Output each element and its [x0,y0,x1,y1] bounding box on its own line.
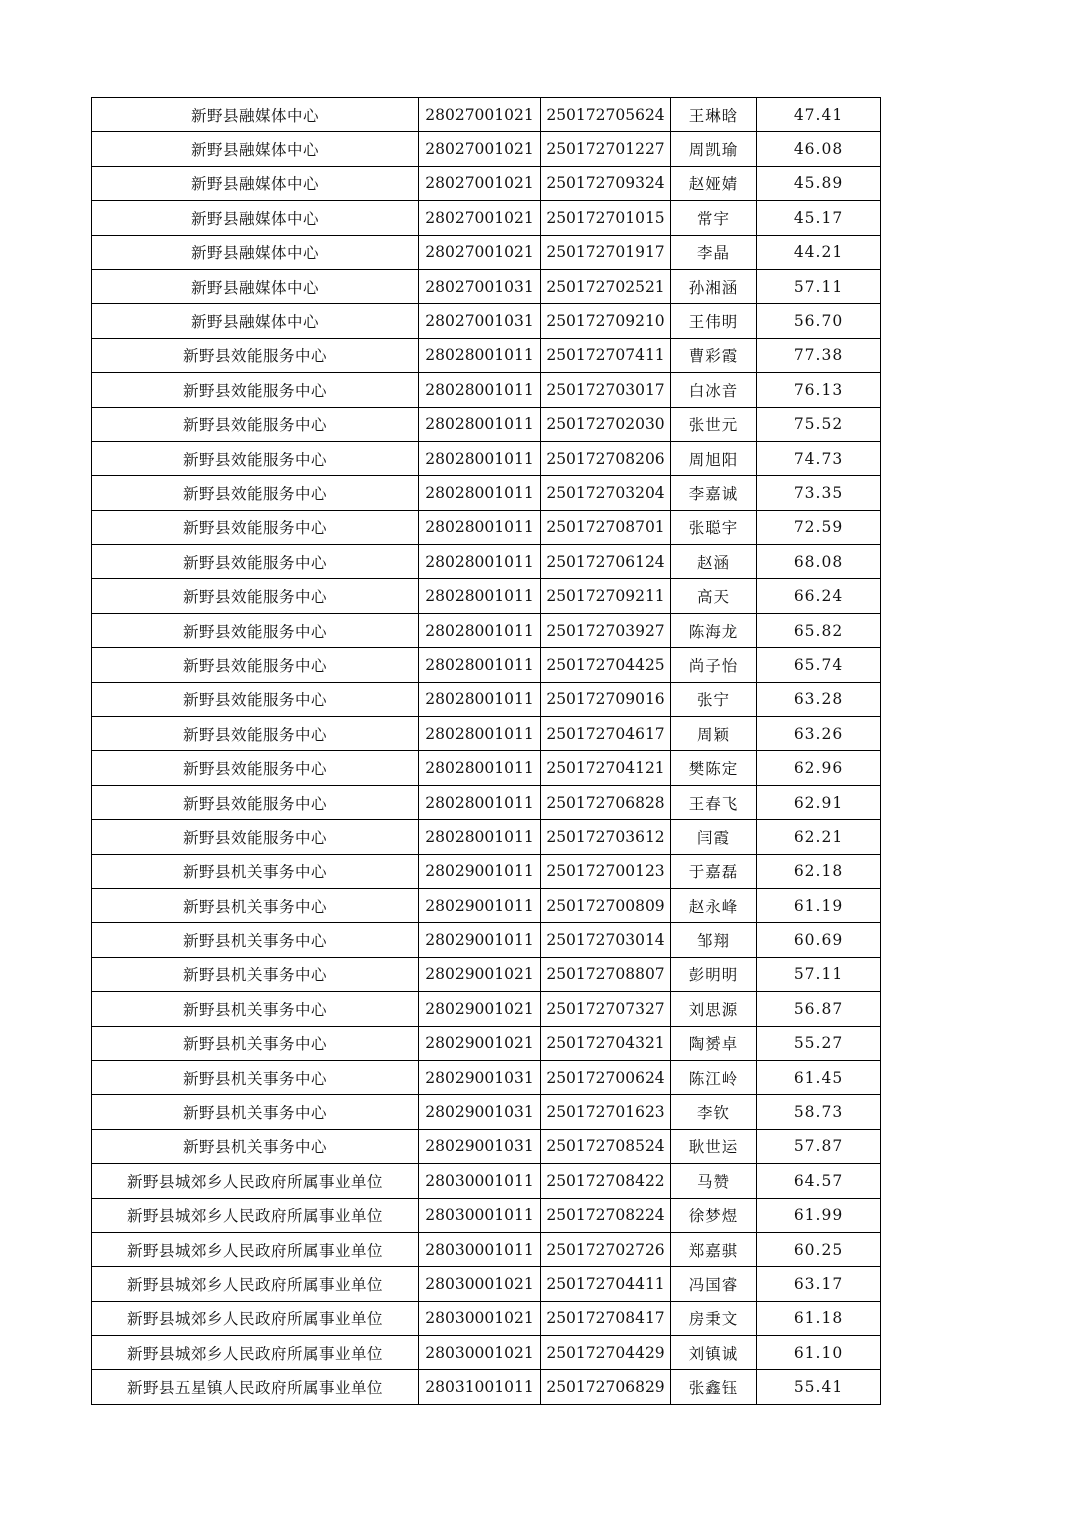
table-row [92,682,881,716]
position-code-cell: 28028001011 [419,545,541,579]
table-row [92,545,881,579]
position-code-cell: 28028001011 [419,820,541,854]
unit-name-cell: 新野县机关事务中心 [92,992,419,1026]
table-row [92,751,881,785]
position-code-cell: 28028001011 [419,717,541,751]
score-cell: 47.41 [757,98,881,132]
ticket-number-cell: 250172708701 [541,510,671,544]
position-code-cell: 28030001021 [419,1336,541,1370]
score-cell: 68.08 [757,545,881,579]
candidate-name-cell: 陶赟卓 [671,1026,757,1060]
candidate-name-cell: 孙湘涵 [671,269,757,303]
candidate-name-cell: 张世元 [671,407,757,441]
table-row [92,1026,881,1060]
position-code-cell: 28028001011 [419,373,541,407]
candidate-name-cell: 房秉文 [671,1301,757,1335]
table-row [92,201,881,235]
candidate-name-cell: 冯国睿 [671,1267,757,1301]
score-cell: 45.17 [757,201,881,235]
ticket-number-cell: 250172704617 [541,717,671,751]
score-cell: 66.24 [757,579,881,613]
unit-name-cell: 新野县效能服务中心 [92,476,419,510]
candidate-name-cell: 赵永峰 [671,888,757,922]
unit-name-cell: 新野县城郊乡人民政府所属事业单位 [92,1301,419,1335]
position-code-cell: 28030001011 [419,1164,541,1198]
candidate-name-cell: 曹彩霞 [671,338,757,372]
position-code-cell: 28030001021 [419,1267,541,1301]
position-code-cell: 28028001011 [419,682,541,716]
ticket-number-cell: 250172708807 [541,957,671,991]
ticket-number-cell: 250172709016 [541,682,671,716]
ticket-number-cell: 250172703204 [541,476,671,510]
table-row [92,613,881,647]
score-cell: 58.73 [757,1095,881,1129]
ticket-number-cell: 250172700809 [541,888,671,922]
position-code-cell: 28028001011 [419,407,541,441]
candidate-name-cell: 李钦 [671,1095,757,1129]
table-row [92,373,881,407]
ticket-number-cell: 250172708206 [541,441,671,475]
position-code-cell: 28028001011 [419,648,541,682]
position-code-cell: 28028001011 [419,751,541,785]
position-code-cell: 28027001021 [419,201,541,235]
candidate-name-cell: 赵娅婧 [671,166,757,200]
unit-name-cell: 新野县城郊乡人民政府所属事业单位 [92,1164,419,1198]
position-code-cell: 28027001021 [419,235,541,269]
position-code-cell: 28029001011 [419,854,541,888]
score-cell: 74.73 [757,441,881,475]
table-row [92,1129,881,1163]
candidate-name-cell: 刘镇诚 [671,1336,757,1370]
ticket-number-cell: 250172704321 [541,1026,671,1060]
score-cell: 61.10 [757,1336,881,1370]
position-code-cell: 28029001031 [419,1095,541,1129]
ticket-number-cell: 250172706828 [541,785,671,819]
ticket-number-cell: 250172700624 [541,1060,671,1094]
table-row [92,441,881,475]
score-cell: 65.74 [757,648,881,682]
ticket-number-cell: 250172704411 [541,1267,671,1301]
table-row [92,717,881,751]
score-cell: 62.21 [757,820,881,854]
position-code-cell: 28028001011 [419,476,541,510]
ticket-number-cell: 250172709210 [541,304,671,338]
table-row [92,992,881,1026]
ticket-number-cell: 250172702726 [541,1232,671,1266]
unit-name-cell: 新野县机关事务中心 [92,1060,419,1094]
score-cell: 60.25 [757,1232,881,1266]
score-cell: 46.08 [757,132,881,166]
candidate-name-cell: 马赞 [671,1164,757,1198]
score-cell: 56.70 [757,304,881,338]
unit-name-cell: 新野县效能服务中心 [92,717,419,751]
unit-name-cell: 新野县城郊乡人民政府所属事业单位 [92,1336,419,1370]
unit-name-cell: 新野县效能服务中心 [92,648,419,682]
table-row [92,338,881,372]
position-code-cell: 28028001011 [419,579,541,613]
unit-name-cell: 新野县机关事务中心 [92,1129,419,1163]
unit-name-cell: 新野县融媒体中心 [92,269,419,303]
candidate-name-cell: 郑嘉骐 [671,1232,757,1266]
ticket-number-cell: 250172703017 [541,373,671,407]
ticket-number-cell: 250172704425 [541,648,671,682]
table-row [92,923,881,957]
candidate-name-cell: 闫霞 [671,820,757,854]
score-cell: 73.35 [757,476,881,510]
position-code-cell: 28028001011 [419,441,541,475]
unit-name-cell: 新野县效能服务中心 [92,545,419,579]
table-row [92,269,881,303]
unit-name-cell: 新野县效能服务中心 [92,785,419,819]
position-code-cell: 28031001011 [419,1370,541,1404]
position-code-cell: 28029001011 [419,888,541,922]
candidate-name-cell: 高天 [671,579,757,613]
candidate-name-cell: 陈江岭 [671,1060,757,1094]
position-code-cell: 28028001011 [419,613,541,647]
score-cell: 57.87 [757,1129,881,1163]
score-cell: 61.45 [757,1060,881,1094]
ticket-number-cell: 250172701227 [541,132,671,166]
score-cell: 45.89 [757,166,881,200]
score-table-body [92,98,881,1405]
score-cell: 64.57 [757,1164,881,1198]
ticket-number-cell: 250172708417 [541,1301,671,1335]
table-row [92,1164,881,1198]
ticket-number-cell: 250172706829 [541,1370,671,1404]
table-row [92,1336,881,1370]
position-code-cell: 28027001031 [419,304,541,338]
candidate-name-cell: 张宁 [671,682,757,716]
score-cell: 57.11 [757,957,881,991]
table-row [92,1095,881,1129]
ticket-number-cell: 250172709211 [541,579,671,613]
ticket-number-cell: 250172707327 [541,992,671,1026]
candidate-name-cell: 周凯瑜 [671,132,757,166]
unit-name-cell: 新野县效能服务中心 [92,441,419,475]
ticket-number-cell: 250172706124 [541,545,671,579]
candidate-name-cell: 周颖 [671,717,757,751]
position-code-cell: 28029001021 [419,1026,541,1060]
unit-name-cell: 新野县效能服务中心 [92,820,419,854]
unit-name-cell: 新野县机关事务中心 [92,1026,419,1060]
score-cell: 61.99 [757,1198,881,1232]
ticket-number-cell: 250172702521 [541,269,671,303]
unit-name-cell: 新野县融媒体中心 [92,235,419,269]
ticket-number-cell: 250172708422 [541,1164,671,1198]
score-cell: 63.28 [757,682,881,716]
candidate-name-cell: 王伟明 [671,304,757,338]
unit-name-cell: 新野县机关事务中心 [92,923,419,957]
ticket-number-cell: 250172707411 [541,338,671,372]
unit-name-cell: 新野县融媒体中心 [92,304,419,338]
unit-name-cell: 新野县效能服务中心 [92,579,419,613]
position-code-cell: 28028001011 [419,510,541,544]
position-code-cell: 28029001031 [419,1060,541,1094]
unit-name-cell: 新野县效能服务中心 [92,407,419,441]
score-cell: 63.17 [757,1267,881,1301]
score-cell: 65.82 [757,613,881,647]
candidate-name-cell: 张鑫钰 [671,1370,757,1404]
unit-name-cell: 新野县效能服务中心 [92,373,419,407]
unit-name-cell: 新野县效能服务中心 [92,510,419,544]
unit-name-cell: 新野县城郊乡人民政府所属事业单位 [92,1267,419,1301]
candidate-name-cell: 李嘉诚 [671,476,757,510]
score-table-container [91,97,881,1405]
table-row [92,98,881,132]
position-code-cell: 28029001021 [419,957,541,991]
position-code-cell: 28029001011 [419,923,541,957]
ticket-number-cell: 250172708524 [541,1129,671,1163]
score-cell: 72.59 [757,510,881,544]
unit-name-cell: 新野县机关事务中心 [92,854,419,888]
candidate-name-cell: 王春飞 [671,785,757,819]
position-code-cell: 28027001021 [419,98,541,132]
unit-name-cell: 新野县效能服务中心 [92,751,419,785]
table-row [92,510,881,544]
ticket-number-cell: 250172701623 [541,1095,671,1129]
unit-name-cell: 新野县效能服务中心 [92,682,419,716]
score-cell: 60.69 [757,923,881,957]
candidate-name-cell: 于嘉磊 [671,854,757,888]
score-cell: 44.21 [757,235,881,269]
position-code-cell: 28030001021 [419,1301,541,1335]
score-cell: 75.52 [757,407,881,441]
candidate-name-cell: 徐梦煜 [671,1198,757,1232]
unit-name-cell: 新野县城郊乡人民政府所属事业单位 [92,1198,419,1232]
score-cell: 57.11 [757,269,881,303]
ticket-number-cell: 250172701917 [541,235,671,269]
score-cell: 61.18 [757,1301,881,1335]
unit-name-cell: 新野县机关事务中心 [92,1095,419,1129]
ticket-number-cell: 250172701015 [541,201,671,235]
score-cell: 61.19 [757,888,881,922]
score-cell: 56.87 [757,992,881,1026]
unit-name-cell: 新野县城郊乡人民政府所属事业单位 [92,1232,419,1266]
table-row [92,407,881,441]
ticket-number-cell: 250172703014 [541,923,671,957]
position-code-cell: 28029001021 [419,992,541,1026]
candidate-name-cell: 刘思源 [671,992,757,1026]
table-row [92,166,881,200]
candidate-name-cell: 陈海龙 [671,613,757,647]
position-code-cell: 28027001031 [419,269,541,303]
unit-name-cell: 新野县机关事务中心 [92,888,419,922]
candidate-name-cell: 樊陈定 [671,751,757,785]
score-cell: 55.41 [757,1370,881,1404]
score-cell: 55.27 [757,1026,881,1060]
unit-name-cell: 新野县效能服务中心 [92,613,419,647]
ticket-number-cell: 250172704429 [541,1336,671,1370]
unit-name-cell: 新野县效能服务中心 [92,338,419,372]
table-row [92,1267,881,1301]
candidate-name-cell: 耿世运 [671,1129,757,1163]
position-code-cell: 28028001011 [419,785,541,819]
table-row [92,854,881,888]
unit-name-cell: 新野县机关事务中心 [92,957,419,991]
candidate-name-cell: 李晶 [671,235,757,269]
candidate-name-cell: 白冰音 [671,373,757,407]
candidate-name-cell: 赵涵 [671,545,757,579]
unit-name-cell: 新野县融媒体中心 [92,98,419,132]
unit-name-cell: 新野县融媒体中心 [92,132,419,166]
unit-name-cell: 新野县五星镇人民政府所属事业单位 [92,1370,419,1404]
position-code-cell: 28027001021 [419,132,541,166]
table-row [92,1232,881,1266]
score-cell: 62.18 [757,854,881,888]
ticket-number-cell: 250172702030 [541,407,671,441]
table-row [92,888,881,922]
ticket-number-cell: 250172709324 [541,166,671,200]
table-row [92,1198,881,1232]
table-row [92,785,881,819]
unit-name-cell: 新野县融媒体中心 [92,166,419,200]
candidate-name-cell: 王琳晗 [671,98,757,132]
score-table [91,97,881,1405]
candidate-name-cell: 张聪宇 [671,510,757,544]
table-row [92,648,881,682]
candidate-name-cell: 周旭阳 [671,441,757,475]
candidate-name-cell: 邹翔 [671,923,757,957]
table-row [92,304,881,338]
position-code-cell: 28027001021 [419,166,541,200]
candidate-name-cell: 尚子怡 [671,648,757,682]
score-cell: 62.91 [757,785,881,819]
table-row [92,820,881,854]
position-code-cell: 28030001011 [419,1198,541,1232]
ticket-number-cell: 250172703927 [541,613,671,647]
table-row [92,957,881,991]
table-row [92,476,881,510]
candidate-name-cell: 彭明明 [671,957,757,991]
score-cell: 77.38 [757,338,881,372]
position-code-cell: 28029001031 [419,1129,541,1163]
table-row [92,132,881,166]
unit-name-cell: 新野县融媒体中心 [92,201,419,235]
table-row [92,579,881,613]
position-code-cell: 28028001011 [419,338,541,372]
score-cell: 76.13 [757,373,881,407]
table-row [92,1370,881,1404]
ticket-number-cell: 250172704121 [541,751,671,785]
table-row [92,1301,881,1335]
score-cell: 62.96 [757,751,881,785]
candidate-name-cell: 常宇 [671,201,757,235]
ticket-number-cell: 250172703612 [541,820,671,854]
table-row [92,235,881,269]
table-row [92,1060,881,1094]
ticket-number-cell: 250172700123 [541,854,671,888]
position-code-cell: 28030001011 [419,1232,541,1266]
score-cell: 63.26 [757,717,881,751]
ticket-number-cell: 250172708224 [541,1198,671,1232]
ticket-number-cell: 250172705624 [541,98,671,132]
